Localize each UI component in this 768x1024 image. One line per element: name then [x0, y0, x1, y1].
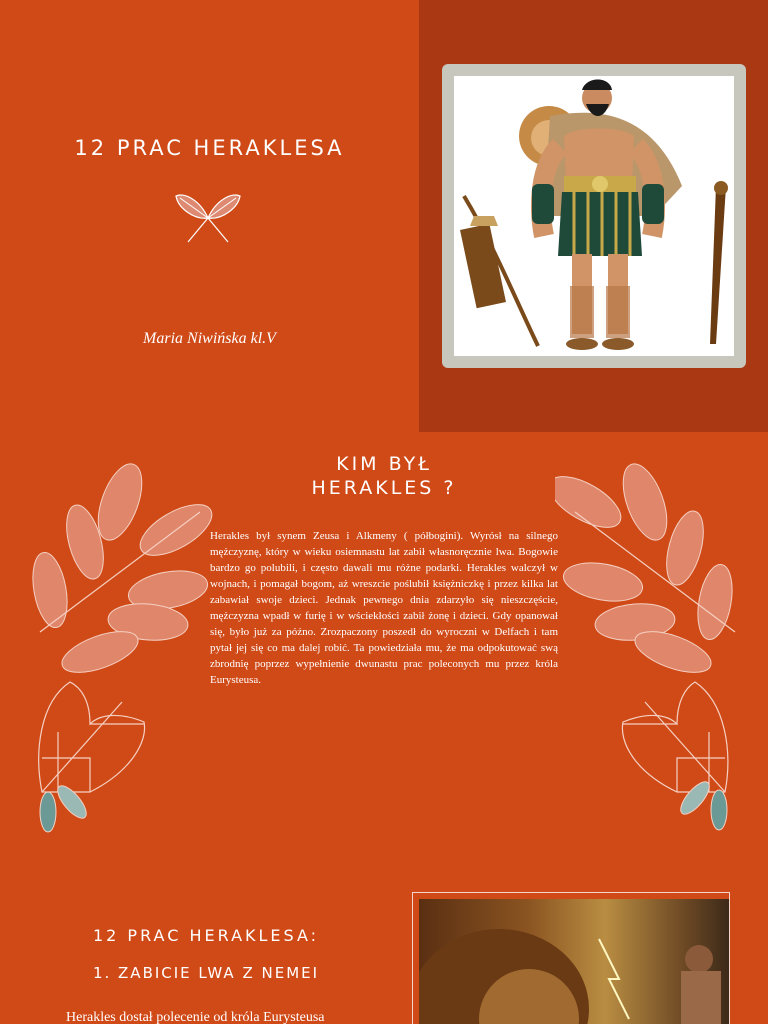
leaf-ornament-icon	[172, 190, 244, 246]
section-body-text: Herakles był synem Zeusa i Alkmeny ( półbogini). Wyrósł na silnego mężczyznę, który w wieku osiemnastu lat zabił własnoręcznie lwa. Bogowie bardzo go polubili, i często dawali mu różne podarki. Herakles walczył w wojnach, i pomagał bogom, aż wreszcie poślubił księżniczkę i przez kilka lat zabawiał swoje dzieci. Jednak pewnego dnia zdarzyło się nieszczęście, mężczyzna wpadł w furię i w wściekłości zabił żonę i dzieci. Gdy opanował się, było już za późno. Zrozpaczony poszedł do wyroczni w Delfach i tam pytał jej się co ma dalej robić. Ta powiedziała mu, że ma odpokutować swą zbrodnię poprzez wypełnienie dwunastu prac poleconych mu przez króla Eurysteusa.	[210, 530, 558, 686]
author-name: Maria Niwińska kl.V	[143, 330, 276, 347]
labor-body-text: Herakles dostał polecenie od króla Eurysteusa	[66, 1010, 325, 1024]
labors-title: 12 PRAC HERAKLESA:	[92, 926, 320, 945]
labor-subtitle: 1. ZABICIE LWA Z NEMEI	[92, 964, 320, 982]
lion-photo-frame	[412, 892, 730, 1024]
section-title-line2: HERAKLES ?	[311, 477, 457, 499]
section-title	[234, 452, 534, 500]
section-title-line1: KIM BYŁ	[336, 453, 432, 475]
lion-and-hero-photo-icon	[419, 899, 729, 1024]
hero-image-frame	[442, 64, 746, 368]
leaf-branch-left-icon	[30, 462, 220, 842]
leaf-branch-right-icon	[555, 462, 745, 842]
labors-slide	[0, 864, 768, 1024]
who-was-herakles-slide	[0, 432, 768, 864]
hero-image	[454, 76, 734, 356]
presentation-title: 12 PRAC HERAKLESA	[74, 136, 345, 160]
title-slide	[0, 0, 768, 432]
hercules-illustration-icon	[454, 76, 734, 356]
